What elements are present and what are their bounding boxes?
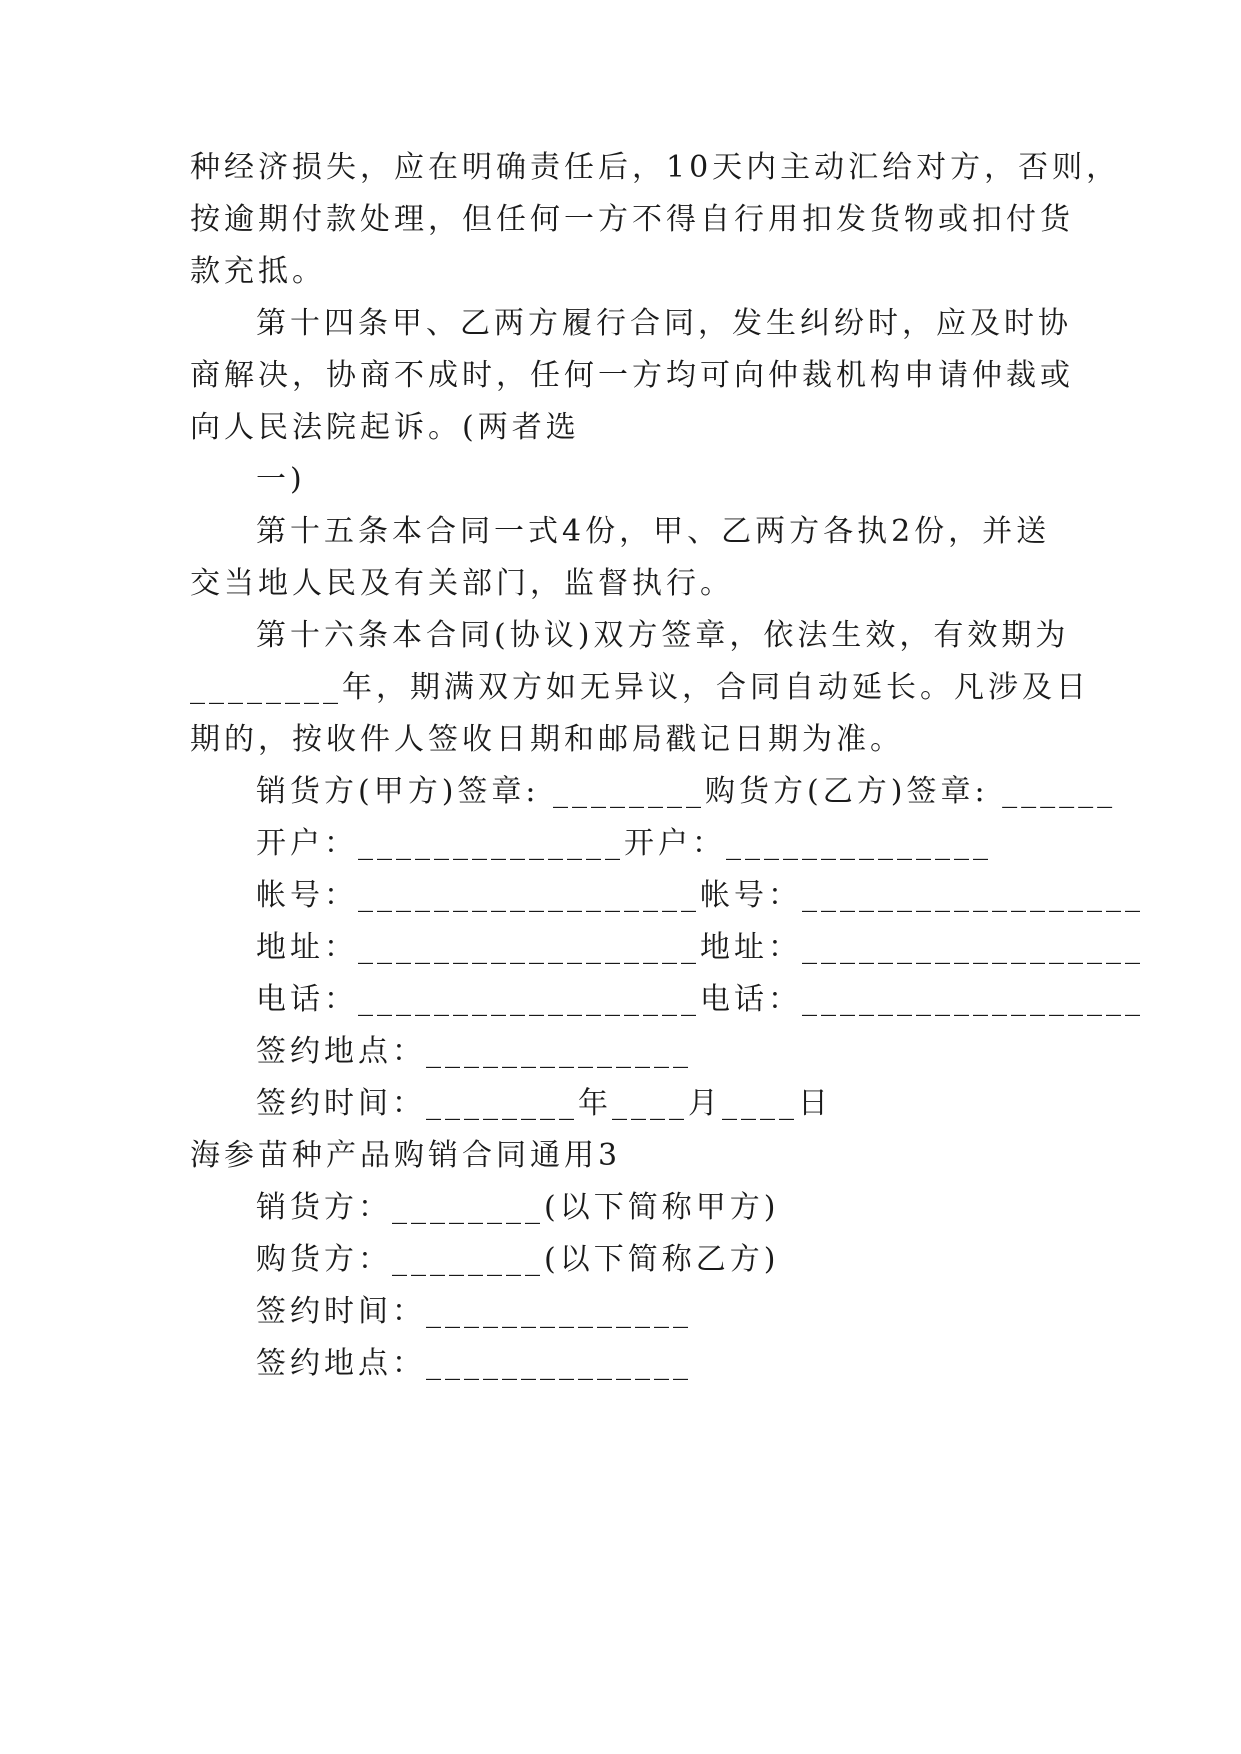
account-line: 帐号：__________________帐号：__________________ — [256, 878, 1144, 913]
article-15-line: 交当地人民及有关部门，监督执行。 — [190, 566, 734, 601]
article-16-line: ________年，期满双方如无异议，合同自动延长。凡涉及日 — [190, 670, 1090, 705]
signing-date-line: 签约时间：________年____月____日 — [256, 1086, 832, 1121]
signing-place-line: 签约地点：______________ — [256, 1034, 692, 1069]
paragraph-line: 款充抵。 — [190, 254, 326, 289]
signing-time-line: 签约时间：______________ — [256, 1294, 692, 1329]
article-14-line: 一) — [256, 462, 306, 497]
article-16-line: 第十六条本合同(协议)双方签章，依法生效，有效期为 — [256, 618, 1070, 653]
address-line: 地址：__________________地址：__________________ — [256, 930, 1144, 965]
article-16-line: 期的，按收件人签收日期和邮局戳记日期为准。 — [190, 722, 904, 757]
article-15-line: 第十五条本合同一式4份，甲、乙两方各执2份，并送 — [256, 514, 1051, 549]
paragraph-line: 种经济损失，应在明确责任后，10天内主动汇给对方，否则， — [190, 150, 1121, 185]
signature-seal-line: 销货方(甲方)签章: ________购货方(乙方)签章: ______ — [256, 774, 1117, 809]
section-heading: 海参苗种产品购销合同通用3 — [190, 1138, 622, 1173]
buyer-line: 购货方：________(以下简称乙方) — [256, 1242, 780, 1277]
paragraph-line: 按逾期付款处理，但任何一方不得自行用扣发货物或扣付货 — [190, 202, 1074, 237]
seller-line: 销货方：________(以下简称甲方) — [256, 1190, 780, 1225]
signing-place-line: 签约地点：______________ — [256, 1346, 692, 1381]
article-14-line: 商解决，协商不成时，任何一方均可向仲裁机构申请仲裁或 — [190, 358, 1074, 393]
phone-line: 电话：__________________电话：__________________ — [256, 982, 1144, 1017]
bank-line: 开户：______________开户：______________ — [256, 826, 992, 861]
article-14-line: 第十四条甲、乙两方履行合同，发生纠纷时，应及时协 — [256, 306, 1072, 341]
article-14-line: 向人民法院起诉。(两者选 — [190, 410, 580, 445]
